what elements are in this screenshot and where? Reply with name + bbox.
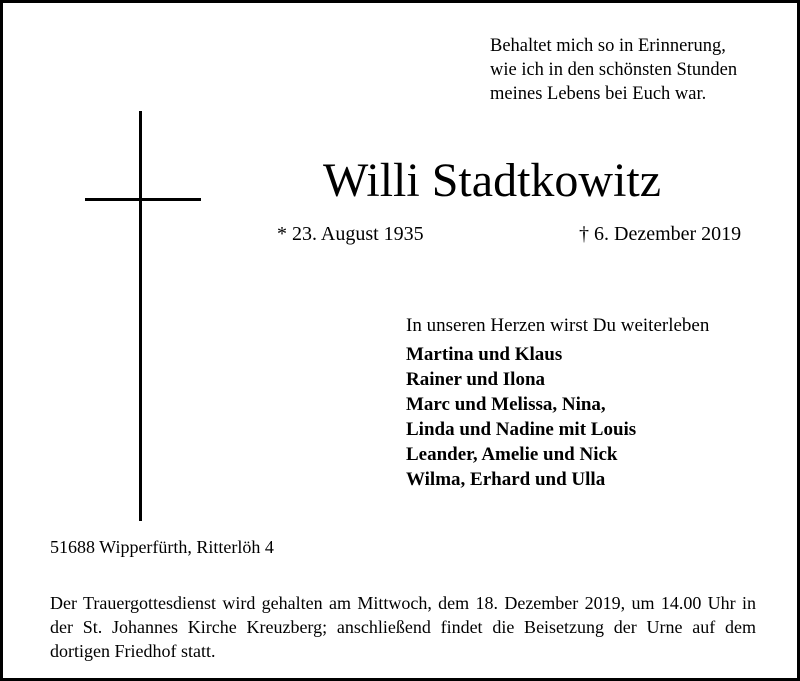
death-date: † 6. Dezember 2019 [579, 223, 742, 245]
cross-horizontal-bar [85, 198, 201, 201]
family-address: 51688 Wipperfürth, Ritterlöh 4 [50, 537, 274, 557]
quote-line: Behaltet mich so in Erinnerung, [490, 36, 726, 56]
list-item: Rainer und Ilona [406, 369, 546, 390]
deceased-name: Willi Stadtkowitz [323, 154, 662, 207]
list-item: Marc und Melissa, Nina, [406, 394, 606, 415]
quote-line: wie ich in den schönsten Stunden [490, 60, 738, 80]
list-item: Linda und Nadine mit Louis [406, 419, 637, 440]
list-item: Wilma, Erhard und Ulla [406, 469, 606, 490]
list-item: Martina und Klaus [406, 344, 563, 365]
memorial-quote [490, 34, 790, 106]
mourners-intro: In unseren Herzen wirst Du weiterleben [406, 315, 710, 336]
list-item: Leander, Amelie und Nick [406, 444, 618, 465]
mourners-list [406, 342, 636, 492]
service-notice: Der Trauergottesdienst wird gehalten am Mittwoch, dem 18. Dezember 2019, um 14.00 Uhr in der St. Johannes Kirche Kreuzberg; anschließend findet die Beisetzung der Urne auf dem dortigen Friedhof statt. [50, 593, 756, 661]
birth-date: * 23. August 1935 [277, 223, 424, 245]
cross-vertical-bar [139, 111, 142, 521]
quote-line: meines Lebens bei Euch war. [490, 84, 707, 104]
